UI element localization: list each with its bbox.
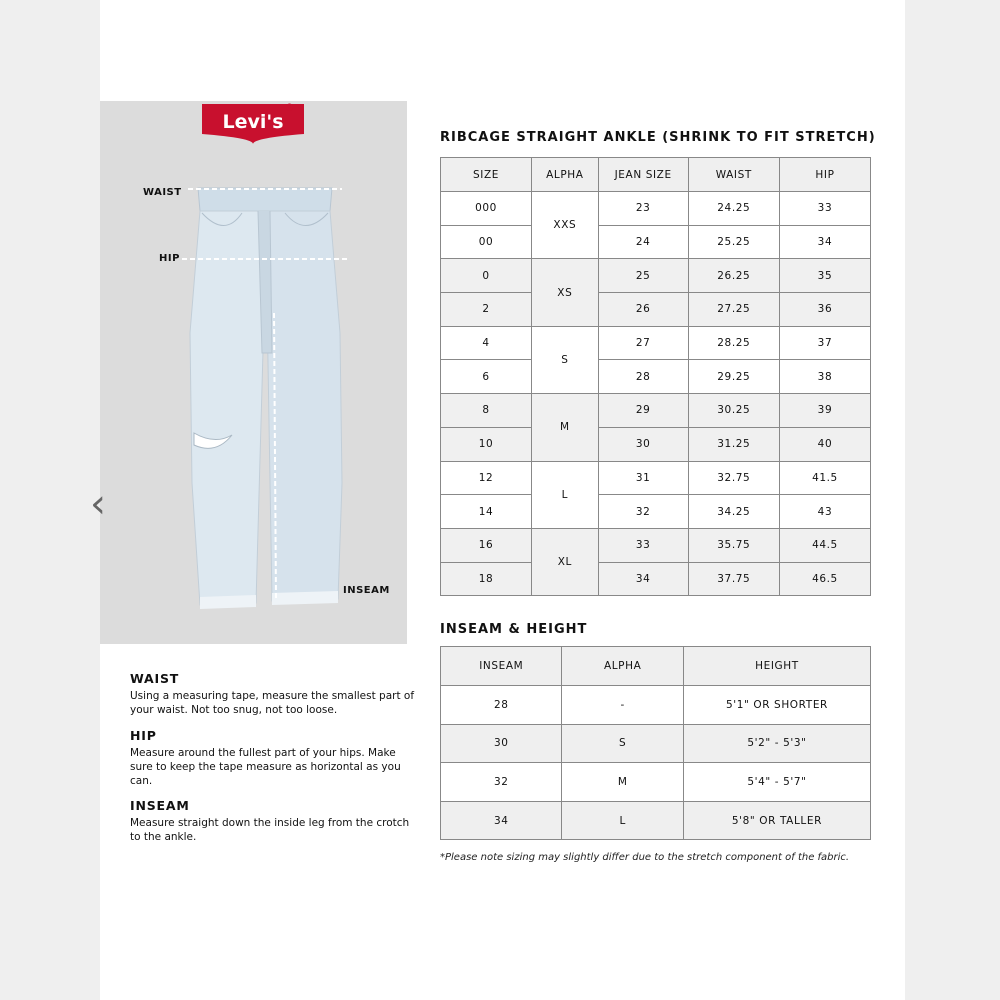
alpha-cell: S (532, 326, 599, 393)
inseam-cell: 32 (441, 763, 562, 802)
waist-cell: 29.25 (688, 360, 779, 394)
jeans-illustration (180, 183, 350, 613)
waist-cell: 28.25 (688, 326, 779, 360)
jeans-measurement-image (100, 101, 407, 644)
waist-cell: 32.75 (688, 461, 779, 495)
size-cell: 4 (441, 326, 532, 360)
inseam-cell: 34 (441, 801, 562, 840)
jean-size-cell: 24 (598, 225, 688, 259)
hip-cell: 40 (779, 427, 870, 461)
hip-cell: 39 (779, 394, 870, 428)
size-cell: 6 (441, 360, 532, 394)
logo-text: Levi's (222, 111, 284, 133)
waist-cell: 35.75 (688, 528, 779, 562)
size-cell: 2 (441, 293, 532, 327)
hip-cell: 41.5 (779, 461, 870, 495)
hip-label: HIP (159, 253, 180, 264)
alpha-cell: XXS (532, 192, 599, 259)
inseam-instructions: Measure straight down the inside leg from the crotch to the ankle. (130, 817, 410, 843)
hip-cell: 35 (779, 259, 870, 293)
table-row (441, 394, 871, 428)
jean-size-cell: 27 (598, 326, 688, 360)
header-waist: WAIST (688, 158, 779, 192)
hip-cell: 36 (779, 293, 870, 327)
hip-heading: HIP (130, 728, 157, 743)
previous-image-button[interactable]: ‹ (90, 481, 106, 527)
alpha-cell: L (532, 461, 599, 528)
table-row (441, 724, 871, 763)
waist-guide (130, 671, 415, 717)
inseam-table-header-row (441, 647, 871, 686)
alpha-cell: M (532, 394, 599, 461)
right-margin (905, 0, 1000, 1000)
alpha-cell: - (562, 686, 683, 725)
height-cell: 5'4" - 5'7" (683, 763, 870, 802)
size-table (440, 157, 871, 596)
header-inseam: INSEAM (441, 647, 562, 686)
jean-size-cell: 31 (598, 461, 688, 495)
table-row (441, 427, 871, 461)
hip-cell: 33 (779, 192, 870, 226)
waist-cell: 27.25 (688, 293, 779, 327)
jean-size-cell: 29 (598, 394, 688, 428)
table-row (441, 293, 871, 327)
height-cell: 5'2" - 5'3" (683, 724, 870, 763)
table-row (441, 259, 871, 293)
waist-instructions: Using a measuring tape, measure the smallest part of your waist. Not too snug, not too loose. (130, 690, 415, 716)
size-table-title: RIBCAGE STRAIGHT ANKLE (SHRINK TO FIT STRETCH) (440, 130, 876, 145)
hip-cell: 37 (779, 326, 870, 360)
size-cell: 00 (441, 225, 532, 259)
left-margin (0, 0, 100, 1000)
jean-size-cell: 33 (598, 528, 688, 562)
size-cell: 12 (441, 461, 532, 495)
header-hip: HIP (779, 158, 870, 192)
jean-size-cell: 25 (598, 259, 688, 293)
registered-mark: ® (284, 101, 295, 114)
jean-size-cell: 23 (598, 192, 688, 226)
alpha-cell: L (562, 801, 683, 840)
inseam-label: INSEAM (343, 585, 390, 596)
jean-size-cell: 32 (598, 495, 688, 529)
stretch-footnote: *Please note sizing may slightly differ due to the stretch component of the fabric. (440, 852, 850, 863)
inseam-table-title: INSEAM & HEIGHT (440, 622, 588, 637)
alpha-cell: S (562, 724, 683, 763)
alpha-cell: XS (532, 259, 599, 326)
jean-size-cell: 30 (598, 427, 688, 461)
size-cell: 10 (441, 427, 532, 461)
table-row (441, 360, 871, 394)
waist-cell: 26.25 (688, 259, 779, 293)
waist-label: WAIST (143, 187, 182, 198)
size-cell: 18 (441, 562, 532, 596)
size-cell: 000 (441, 192, 532, 226)
waist-cell: 25.25 (688, 225, 779, 259)
alpha-cell: M (562, 763, 683, 802)
jean-size-cell: 26 (598, 293, 688, 327)
header-inseam-alpha: ALPHA (562, 647, 683, 686)
waist-cell: 37.75 (688, 562, 779, 596)
inseam-guide (130, 798, 415, 844)
inseam-table (440, 646, 871, 840)
hip-cell: 44.5 (779, 528, 870, 562)
hip-cell: 38 (779, 360, 870, 394)
jean-size-cell: 34 (598, 562, 688, 596)
table-row (441, 326, 871, 360)
table-row (441, 528, 871, 562)
jean-size-cell: 28 (598, 360, 688, 394)
waist-cell: 34.25 (688, 495, 779, 529)
size-cell: 8 (441, 394, 532, 428)
size-cell: 0 (441, 259, 532, 293)
inseam-cell: 30 (441, 724, 562, 763)
waist-heading: WAIST (130, 671, 180, 686)
table-row (441, 495, 871, 529)
header-height: HEIGHT (683, 647, 870, 686)
alpha-cell: XL (532, 528, 599, 595)
table-row (441, 801, 871, 840)
size-table-header-row (441, 158, 871, 192)
hip-instructions: Measure around the fullest part of your hips. Make sure to keep the tape measure as horizontal as you can. (130, 747, 401, 787)
table-row (441, 192, 871, 226)
table-row (441, 225, 871, 259)
hip-cell: 46.5 (779, 562, 870, 596)
header-alpha: ALPHA (532, 158, 599, 192)
header-jean-size: JEAN SIZE (598, 158, 688, 192)
waist-cell: 30.25 (688, 394, 779, 428)
header-size: SIZE (441, 158, 532, 192)
height-cell: 5'1" OR SHORTER (683, 686, 870, 725)
waist-cell: 24.25 (688, 192, 779, 226)
inseam-cell: 28 (441, 686, 562, 725)
table-row (441, 686, 871, 725)
size-cell: 14 (441, 495, 532, 529)
size-cell: 16 (441, 528, 532, 562)
height-cell: 5'8" OR TALLER (683, 801, 870, 840)
hip-guide (130, 728, 415, 788)
hip-cell: 43 (779, 495, 870, 529)
table-row (441, 763, 871, 802)
waist-cell: 31.25 (688, 427, 779, 461)
table-row (441, 461, 871, 495)
table-row (441, 562, 871, 596)
hip-cell: 34 (779, 225, 870, 259)
inseam-heading: INSEAM (130, 798, 190, 813)
